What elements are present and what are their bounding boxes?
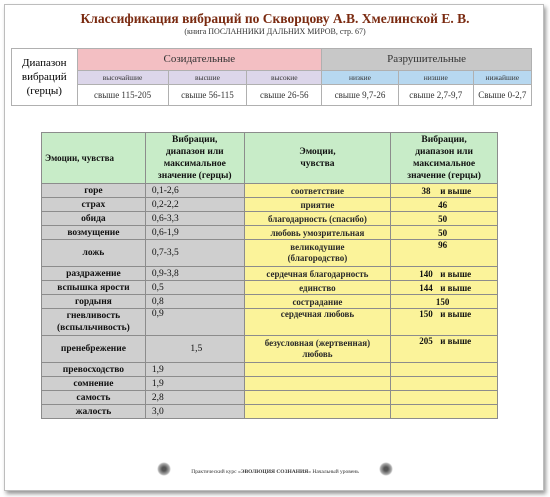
level-value: свыше 56-115: [168, 84, 247, 106]
positive-emotion-cell: безусловная (жертвенная) любовь: [244, 336, 391, 363]
table-row: [42, 240, 498, 267]
table-row: [42, 281, 498, 295]
emotion-cell: страх: [42, 198, 146, 212]
table-row: [42, 377, 498, 391]
vibration-cell: 0,6-1,9: [145, 226, 244, 240]
empty-cell: [244, 391, 391, 405]
level-label: низшие: [398, 70, 473, 84]
level-label: высшие: [168, 70, 247, 84]
level-label: высокие: [247, 70, 322, 84]
emotion-cell: вспышка ярости: [42, 281, 146, 295]
empty-cell: [244, 363, 391, 377]
level-label: высочайшие: [77, 70, 168, 84]
emotion-cell: гордыня: [42, 295, 146, 309]
emotions-header: Эмоции, чувства: [42, 133, 146, 184]
vibration-cell: 3,0: [145, 405, 244, 419]
empty-cell: [244, 377, 391, 391]
table-row: [42, 405, 498, 419]
level-value: свыше 26-56: [247, 84, 322, 106]
emotion-cell: гневливость (вспыльчивость): [42, 309, 146, 336]
level-label: низкие: [322, 70, 399, 84]
empty-cell: [391, 377, 498, 391]
positive-emotion-cell: любовь умозрительная: [244, 226, 391, 240]
positive-emotion-cell: великодушие (благородство): [244, 240, 391, 267]
empty-cell: [244, 405, 391, 419]
table-row: [42, 295, 498, 309]
positive-vibration-cell: 150 и выше: [391, 309, 498, 336]
positive-vibration-cell: 50: [391, 212, 498, 226]
emotion-cell: раздражение: [42, 267, 146, 281]
positive-emotion-cell: сердечная любовь: [244, 309, 391, 336]
positive-vibration-cell: 144 и выше: [391, 281, 498, 295]
level-value: свыше 2,7-9,7: [398, 84, 473, 106]
table-row: [42, 212, 498, 226]
emotion-cell: обида: [42, 212, 146, 226]
vibration-cell: 0,6-3,3: [145, 212, 244, 226]
emotion-cell: превосходство: [42, 363, 146, 377]
vibration-cell: 2,8: [145, 391, 244, 405]
positive-emotion-cell: соответствие: [244, 184, 391, 198]
page-subtitle: (книга ПОСЛАННИКИ ДАЛЬНИХ МИРОВ, стр. 67): [184, 27, 366, 36]
level-value: Свыше 0-2,7: [473, 84, 531, 106]
positive-vibration-cell: 46: [391, 198, 498, 212]
emotions-table: [41, 132, 498, 419]
positive-vibration-cell: 150: [391, 295, 498, 309]
emotion-cell: пренебрежение: [42, 336, 146, 363]
page-title: Классификация вибраций по Скворцову А.В. Хмелинской Е. В.: [80, 11, 470, 26]
vibration-cell: 0,7-3,5: [145, 240, 244, 267]
positive-emotion-cell: приятие: [244, 198, 391, 212]
vibration-cell: 1,5: [145, 336, 244, 363]
emotion-cell: сомнение: [42, 377, 146, 391]
emotion-cell: горе: [42, 184, 146, 198]
vibration-cell: 1,9: [145, 363, 244, 377]
emotion-cell: самость: [42, 391, 146, 405]
positive-vibration-cell: 50: [391, 226, 498, 240]
positive-emotion-cell: сердечная благодарность: [244, 267, 391, 281]
vibration-cell: 0,1-2,6: [145, 184, 244, 198]
vibration-cell: 0,8: [145, 295, 244, 309]
table-row: [42, 226, 498, 240]
positive-vibration-cell: 96: [391, 240, 498, 267]
positive-vibration-cell: 205 и выше: [391, 336, 498, 363]
level-label: нижайшие: [473, 70, 531, 84]
positive-vibration-cell: 38 и выше: [391, 184, 498, 198]
footer-caption: Практический курс «ЭВОЛЮЦИЯ СОЗНАНИЯ» Начальный уровень: [191, 469, 359, 475]
destructive-header: Разрушительные: [322, 49, 532, 71]
vibration-cell: 0,2-2,2: [145, 198, 244, 212]
table-row: [42, 363, 498, 377]
emotion-cell: возмущение: [42, 226, 146, 240]
positive-emotion-cell: благодарность (спасибо): [244, 212, 391, 226]
vibration-cell: 0,9-3,8: [145, 267, 244, 281]
vibration-header-2: Вибрации, диапазон или максимальное значение (герцы): [391, 133, 498, 184]
range-label: Диапазон вибраций (герцы): [12, 49, 78, 106]
creative-header: Созидательные: [77, 49, 322, 71]
positive-vibration-cell: 140 и выше: [391, 267, 498, 281]
table-row: [42, 267, 498, 281]
empty-cell: [391, 405, 498, 419]
table-row: [42, 309, 498, 336]
empty-cell: [391, 391, 498, 405]
level-value: свыше 9,7-26: [322, 84, 399, 106]
emotion-cell: ложь: [42, 240, 146, 267]
vibration-cell: 1,9: [145, 377, 244, 391]
empty-cell: [391, 363, 498, 377]
vibration-cell: 0,9: [145, 309, 244, 336]
vibration-cell: 0,5: [145, 281, 244, 295]
vibration-header: Вибрации, диапазон или максимальное значение (герцы): [145, 133, 244, 184]
table-row: [42, 391, 498, 405]
level-value: свыше 115-205: [77, 84, 168, 106]
emotions-header-2: Эмоции, чувства: [244, 133, 391, 184]
table-row: [42, 336, 498, 363]
emotion-cell: жалость: [42, 405, 146, 419]
positive-emotion-cell: сострадание: [244, 295, 391, 309]
positive-emotion-cell: единство: [244, 281, 391, 295]
vibration-scale-table: [11, 48, 532, 106]
table-row: [42, 198, 498, 212]
table-row: [42, 184, 498, 198]
